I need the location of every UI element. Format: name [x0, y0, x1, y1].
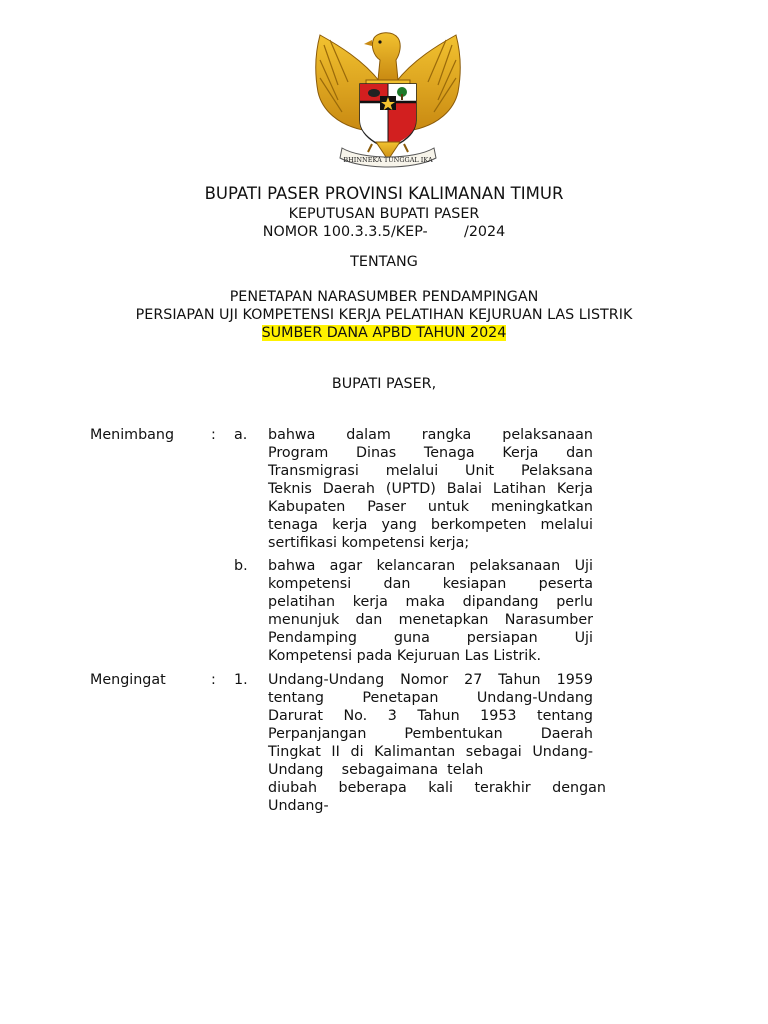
text-line: menunjuk dan menetapkan Narasumber: [268, 612, 593, 628]
mengingat-colon: :: [211, 672, 216, 688]
text-line: pelatihan kerja maka dipandang perlu: [268, 594, 593, 610]
menimbang-colon: :: [211, 427, 216, 443]
subject-line-3-wrap: [0, 325, 768, 341]
menimbang-b-text: [268, 557, 593, 665]
text-line: Kabupaten Paser untuk meningkatkan: [268, 499, 593, 515]
subject-line-2: PERSIAPAN UJI KOMPETENSI KERJA PELATIHAN KEJURUAN LAS LISTRIK: [135, 307, 633, 323]
text-line: Program Dinas Tenaga Kerja dan: [268, 445, 593, 461]
mengingat-1-marker: 1.: [234, 672, 248, 688]
text-line: Darurat No. 3 Tahun 1953 tentang: [268, 708, 593, 724]
menimbang-a-marker: a.: [234, 427, 248, 443]
mengingat-1-text: [268, 671, 606, 815]
document-title: BUPATI PASER PROVINSI KALIMANAN TIMUR: [204, 184, 564, 203]
subject-line-1: PENETAPAN NARASUMBER PENDAMPINGAN: [229, 289, 539, 305]
garuda-pancasila-emblem-icon: [308, 30, 468, 172]
text-line: Undang-: [268, 798, 329, 814]
text-line: Perpanjangan Pembentukan Daerah: [268, 726, 593, 742]
subject-line-3-highlight: SUMBER DANA APBD TAHUN 2024: [261, 325, 507, 341]
mengingat-label: Mengingat: [90, 672, 166, 688]
issuer-heading: BUPATI PASER,: [331, 376, 437, 392]
text-line: bahwa agar kelancaran pelaksanaan Uji: [268, 558, 593, 574]
motto-ribbon-text: BHINNEKA TUNGGAL IKA: [343, 156, 433, 164]
text-line: diubah beberapa kali terakhir dengan: [268, 780, 606, 796]
text-line: tentang Penetapan Undang-Undang: [268, 690, 593, 706]
text-line: Tingkat II di Kalimantan sebagai Undang-: [268, 744, 593, 760]
text-line: sertifikasi kompetensi kerja;: [268, 535, 470, 551]
menimbang-a-text: [268, 426, 593, 552]
text-line: bahwa dalam rangka pelaksanaan: [268, 427, 593, 443]
text-line: Undang-Undang Nomor 27 Tahun 1959: [268, 672, 593, 688]
menimbang-label: Menimbang: [90, 427, 175, 443]
text-line: Teknis Daerah (UPTD) Balai Latihan Kerja: [268, 481, 593, 497]
text-line: tenaga kerja yang berkompeten melalui: [268, 517, 593, 533]
decree-heading: KEPUTUSAN BUPATI PASER: [288, 206, 480, 222]
decree-number: NOMOR 100.3.3.5/KEP- /2024: [262, 224, 506, 240]
text-line: Transmigrasi melalui Unit Pelaksana: [268, 463, 593, 479]
text-line: Kompetensi pada Kejuruan Las Listrik.: [268, 648, 542, 664]
text-line: kompetensi dan kesiapan peserta: [268, 576, 593, 592]
text-line: Undang sebagaimana telah: [268, 762, 484, 778]
text-line: Pendamping guna persiapan Uji: [268, 630, 593, 646]
about-heading: TENTANG: [350, 254, 418, 270]
menimbang-b-marker: b.: [234, 558, 248, 574]
